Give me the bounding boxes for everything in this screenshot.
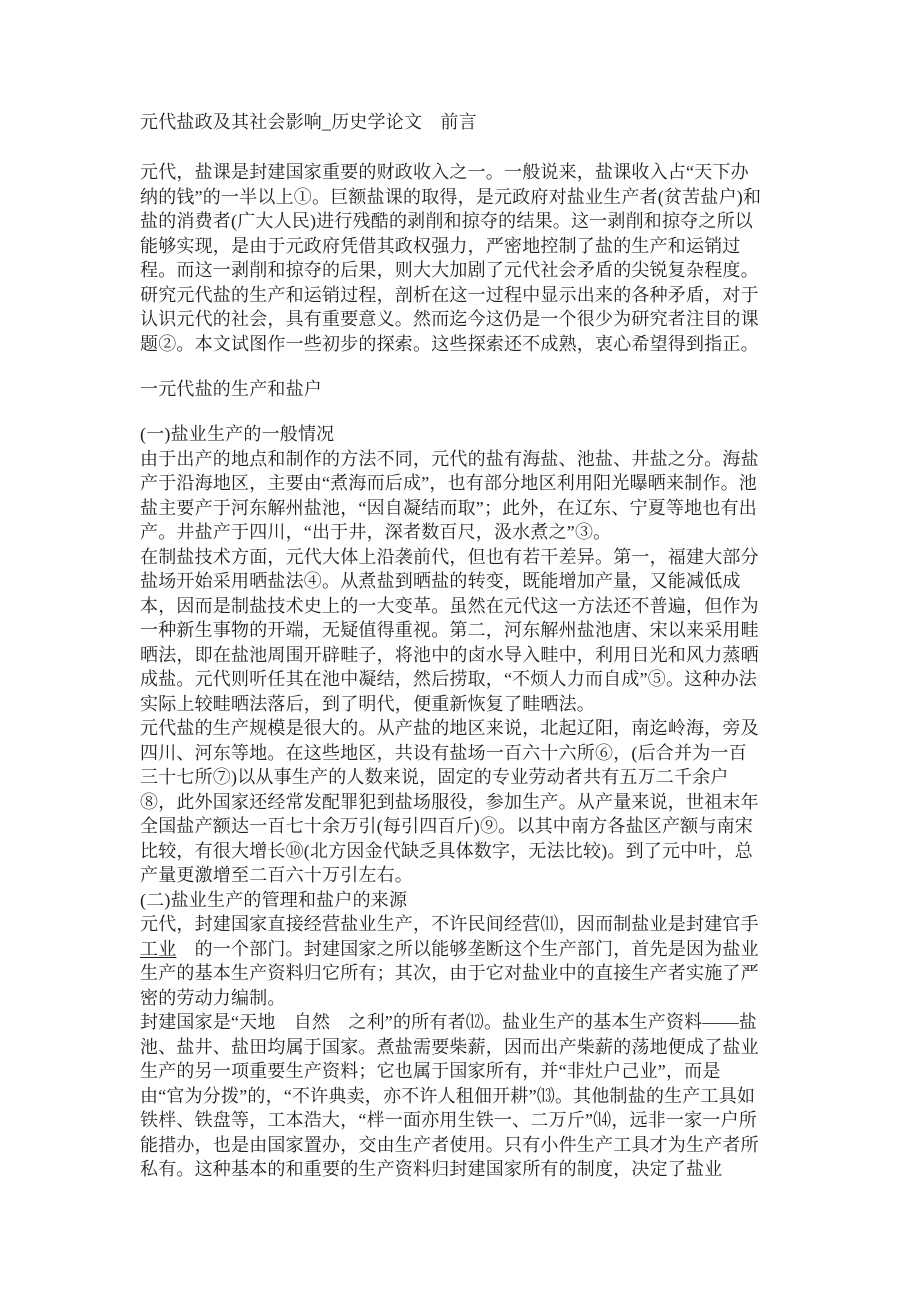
paragraph-salt-types: 由于出产的地点和制作的方法不同，元代的盐有海盐、池盐、井盐之分。海盐产于沿海地区，主要由“煮海而后成”，也有部分地区利用阳光曝晒来制作。池盐主要产于河东解州盐池，“因自凝结而取”；此外，在辽东、宁夏等地也有出产。井盐产于四川，“出于井，深者数百尺，汲水煮之”③。 (140, 448, 759, 542)
management-text-before: 元代，封建国家直接经营盐业生产，不许民间经营⑾，因而制盐业是封建官手 (140, 914, 759, 934)
paragraph-technique: 在制盐技术方面，元代大体上沿袭前代，但也有若干差异。第一，福建大部分盐场开始采用晒盐法④。从煮盐到晒盐的转变，既能增加产量，又能减低成本，因而是制盐技术史上的一大变革。虽然在元代这一方法还不普遍，但作为一种新生事物的开端，无疑值得重视。第二，河东解州盐池唐、宋以来采用畦晒法，即在盐池周围开辟畦子，将池中的卤水导入畦中，利用日光和风力蒸晒成盐。元代则听任其在池中凝结，然后捞取，“不烦人力而自成”⑤。这种办法实际上较畦晒法落后，到了明代，便重新恢复了畦晒法。 (140, 546, 759, 714)
paragraph-scale: 元代盐的生产规模是很大的。从产盐的地区来说，北起辽阳，南迄岭海，旁及四川、河东等地。在这些地区，共设有盐场一百六十六所⑥，(后合并为一百三十七所⑦)以从事生产的人数来说，固定的专业劳动者共有五万二千余户⑧，此外国家还经常发配罪犯到盐场服役，参加生产。从产量来说，世祖末年全国盐产额达一百七十余万引(每引四百斤)⑨。以其中南方各盐区产额与南宋比较，有很大增长⑩(北方因金代缺乏具体数字，无法比较)。到了元中叶，总产量更激增至二百六十万引左右。 (140, 718, 759, 885)
section-heading-production: 一元代盐的生产和盐户 (140, 379, 322, 399)
management-text-after: 的一个部门。封建国家之所以能够垄断这个生产部门，首先是因为盐业生产的基本生产资料归它所有；其次，由于它对盐业中的直接生产者实施了严密的劳动力编制。 (140, 938, 759, 1008)
paragraph-ownership: 封建国家是“天地 自然 之利”的所有者⑿。盐业生产的基本生产资料——盐池、盐井、盐田均属于国家。煮盐需要柴薪，因而出产柴薪的荡地便成了盐业生产的另一项重要生产资料；它也属于国家所有，并“非灶户己业”，而是由“官为分拨”的，“不许典卖，亦不许人租佃开耕”⒀。其他制盐的生产工具如铁柈、铁盘等，工本浩大，“柈一面亦用生铁一、二万斤”⒁，远非一家一户所能措办，也是由国家置办，交由生产者使用。只有小件生产工具才为生产者所私有。这种基本的和重要的生产资料归封建国家所有的制度，决定了盐业 (140, 1012, 759, 1179)
subsection-heading-management: (二)盐业生产的管理和盐户的来源 (140, 889, 408, 910)
document-body (140, 0, 780, 1302)
document-title: 元代盐政及其社会影响_历史学论文 前言 (140, 112, 477, 132)
section-content (140, 422, 763, 1182)
subsection-heading-general: (一)盐业生产的一般情况 (140, 424, 335, 444)
paragraph-management (140, 912, 763, 1010)
intro-paragraph: 元代，盐课是封建国家重要的财政收入之一。一般说来，盐课收入占“天下办纳的钱”的一半以上①。巨额盐课的取得，是元政府对盐业生产者(贫苦盐户)和盐的消费者(广大人民)进行残酷的剥削和掠夺的结果。这一剥削和掠夺之所以能够实现，是由于元政府凭借其政权强力，严密地控制了盐的生产和运销过程。而这一剥削和掠夺的后果，则大大加剧了元代社会矛盾的尖锐复杂程度。研究元代盐的生产和运销过程，剖析在这一过程中显示出来的各种矛盾，对于认识元代的社会，具有重要意义。然而迄今这仍是一个很少为研究者注目的课题②。本文试图作一些初步的探索。这些探索还不成熟，衷心希望得到指正。 (140, 162, 762, 354)
industry-keyword-link[interactable]: 工业 (140, 938, 177, 959)
